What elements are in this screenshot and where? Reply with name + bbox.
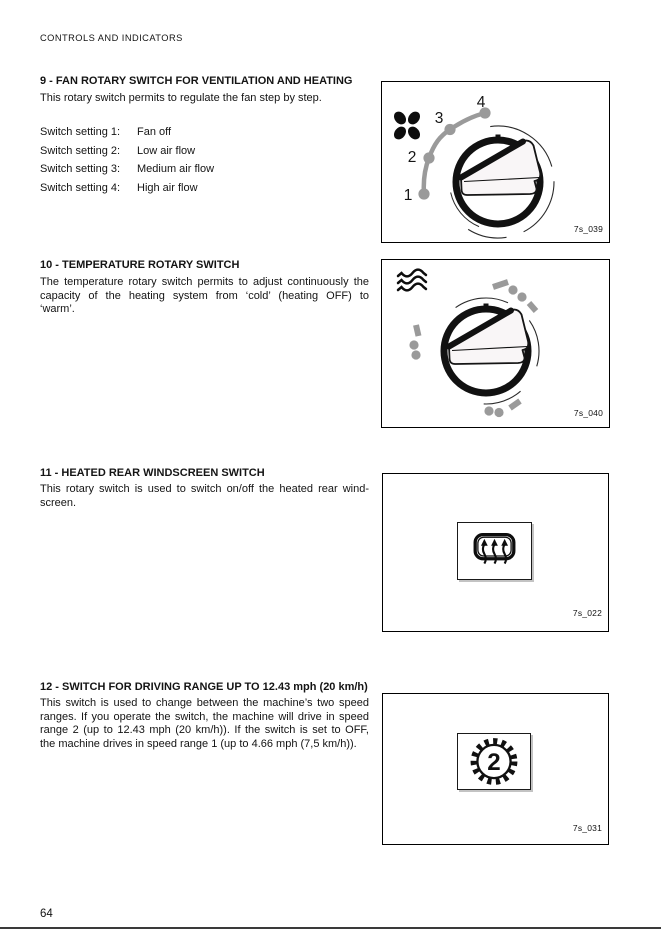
figure-box-temperature-switch xyxy=(381,259,610,428)
section-9-body xyxy=(40,92,369,106)
temperature-rotary-switch-illustration xyxy=(382,260,609,427)
figure-box-heated-windscreen-switch xyxy=(382,473,609,632)
section-12-title: 12 - SWITCH FOR DRIVING RANGE UP TO 12.43 mph (20 km/h) xyxy=(40,681,368,693)
step-label-3: 3 xyxy=(434,110,444,127)
dial-knob-icon xyxy=(434,118,561,242)
step-label-4: 4 xyxy=(476,94,486,111)
setting-value: Fan off xyxy=(137,126,172,138)
fan-rotary-switch-illustration xyxy=(382,82,609,242)
body-line: capacity of the heating system from ‘cold’ (heating OFF) to xyxy=(40,289,369,302)
setting-label: Switch setting 4: xyxy=(40,182,121,195)
fan-icon xyxy=(392,109,423,142)
section-12-body xyxy=(40,697,369,751)
switch-button xyxy=(457,733,531,790)
section-9-title: 9 - FAN ROTARY SWITCH FOR VENTILATION AND HEATING xyxy=(40,75,353,87)
step-label-1: 1 xyxy=(403,187,413,204)
gear-label: 2 xyxy=(487,748,501,776)
body-line: screen. xyxy=(40,496,77,509)
figure-box-fan-switch xyxy=(381,81,610,243)
figure-caption: 7s_040 xyxy=(573,408,603,418)
body-line: This rotary switch permits to regulate the fan step by step. xyxy=(40,92,322,104)
heated-rear-windscreen-icon xyxy=(458,523,531,579)
switch-button xyxy=(457,522,532,580)
setting-value: Low air flow xyxy=(137,144,196,157)
figure-box-driving-range-switch xyxy=(382,693,609,845)
page-number: 64 xyxy=(40,908,53,920)
gear-icon xyxy=(458,734,530,789)
setting-value: Medium air flow xyxy=(137,163,215,176)
dial-knob-icon xyxy=(412,277,560,425)
body-line: The temperature rotary switch permits to adjust continuously the xyxy=(40,276,369,288)
section-10-body xyxy=(40,276,369,317)
setting-value: High air flow xyxy=(137,182,198,195)
setting-row xyxy=(40,179,214,198)
section-9-settings-list xyxy=(40,123,214,198)
page-header: CONTROLS AND INDICATORS xyxy=(40,33,183,43)
body-line: This switch is used to change between the machine’s two speed xyxy=(40,697,369,709)
body-line: the machine drives in speed range 1 (up to 4.66 mph (7,5 km/h)). xyxy=(40,737,357,750)
setting-label: Switch setting 1: xyxy=(40,126,121,138)
setting-row xyxy=(40,123,214,142)
section-10-title: 10 - TEMPERATURE ROTARY SWITCH xyxy=(40,259,240,271)
body-line: range 2 (up to 12.43 mph (20 km/h)). If the switch is set to OFF, xyxy=(40,724,369,737)
setting-row xyxy=(40,142,214,161)
heat-waves-icon xyxy=(398,270,426,291)
body-line: ‘warm’. xyxy=(40,303,75,316)
setting-row xyxy=(40,160,214,179)
figure-caption: 7s_039 xyxy=(573,224,603,234)
setting-label: Switch setting 2: xyxy=(40,144,121,157)
section-11-body xyxy=(40,483,369,510)
figure-caption: 7s_022 xyxy=(572,608,602,618)
body-line: ranges. If you operate the switch, the machine will drive in speed xyxy=(40,710,369,723)
setting-label: Switch setting 3: xyxy=(40,163,121,176)
step-label-2: 2 xyxy=(407,149,417,166)
section-11-title: 11 - HEATED REAR WINDSCREEN SWITCH xyxy=(40,467,265,479)
body-line: This rotary switch is used to switch on/off the heated rear wind- xyxy=(40,483,369,495)
figure-caption: 7s_031 xyxy=(572,823,602,833)
